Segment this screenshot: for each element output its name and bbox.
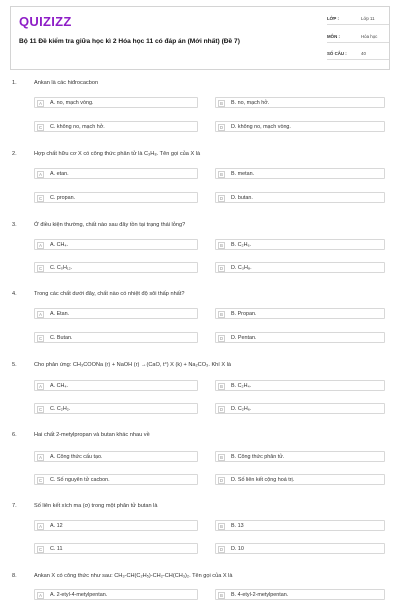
answer-option-d[interactable] xyxy=(215,192,385,203)
option-text: A. CH₄. xyxy=(50,383,69,390)
option-text: C. Butan. xyxy=(50,335,73,342)
meta-class-label: LỚP : xyxy=(327,16,339,21)
answer-option-c[interactable] xyxy=(34,474,198,485)
answer-option-a[interactable] xyxy=(34,308,198,319)
option-letter: B xyxy=(218,100,225,107)
option-letter: D xyxy=(219,407,224,412)
answer-option-a[interactable] xyxy=(34,451,198,462)
answer-option-b[interactable] xyxy=(215,97,385,108)
option-text: D. C₃H₈. xyxy=(231,265,252,272)
option-text: B. C₂H₆. xyxy=(231,242,252,249)
quizizz-logo: QUIZIZZ xyxy=(19,14,72,29)
option-letter: C xyxy=(38,336,43,341)
option-text: A. no, mạch vòng. xyxy=(50,100,94,107)
option-text: D. C₂H₆. xyxy=(231,406,252,413)
question-number: 6. xyxy=(12,432,17,438)
answer-option-c[interactable] xyxy=(34,332,198,343)
answer-option-c[interactable] xyxy=(34,192,198,203)
meta-count-value: 40 xyxy=(361,51,366,56)
meta-divider xyxy=(327,24,389,25)
option-letter: C xyxy=(38,266,43,271)
option-text: B. no, mạch hở. xyxy=(231,100,270,107)
answer-option-a[interactable] xyxy=(34,380,198,391)
meta-subject-value: Hóa học xyxy=(361,34,378,39)
answer-option-d[interactable] xyxy=(215,262,385,273)
option-letter: A xyxy=(37,311,44,318)
answer-option-b[interactable] xyxy=(215,168,385,179)
answer-option-b[interactable] xyxy=(215,308,385,319)
option-letter: C xyxy=(38,547,43,552)
answer-option-b[interactable] xyxy=(215,589,385,600)
meta-class-value: Lớp 11 xyxy=(361,16,375,21)
option-letter: A xyxy=(37,454,44,461)
question-number: 2. xyxy=(12,151,17,157)
question-text: Cho phản ứng: CH₃COONa (r) + NaOH (r) →(CaO, t°) X (k) + Na₂CO₃. Khí X là xyxy=(34,362,232,368)
option-letter: B xyxy=(218,592,225,599)
meta-count-label: SỐ CÂU : xyxy=(327,51,347,56)
question-number: 5. xyxy=(12,362,17,368)
option-letter: A xyxy=(37,592,44,599)
option-letter: A xyxy=(37,523,44,530)
option-text: C. C₅H₁₂. xyxy=(50,265,73,272)
question-text: Trong các chất dưới đây, chất nào có nhiệt độ sôi thấp nhất? xyxy=(34,291,185,297)
option-text: A. etan. xyxy=(50,171,69,178)
meta-divider xyxy=(327,59,389,60)
answer-option-c[interactable] xyxy=(34,543,198,554)
answer-option-b[interactable] xyxy=(215,380,385,391)
question-text: Hợp chất hữu cơ X có công thức phân tử là C₃H₈. Tên gọi của X là xyxy=(34,151,201,157)
answer-option-d[interactable] xyxy=(215,403,385,414)
option-letter: B xyxy=(218,523,225,530)
option-text: D. Số liên kết cộng hoá trị. xyxy=(231,477,295,484)
question-number: 3. xyxy=(12,222,17,228)
question-text: Hai chất 2-metylpropan và butan khác nhau về xyxy=(34,432,150,438)
option-letter: B xyxy=(218,311,225,318)
option-letter: B xyxy=(218,383,225,390)
answer-option-a[interactable] xyxy=(34,168,198,179)
option-text: D. Pentan. xyxy=(231,335,257,342)
option-letter: B xyxy=(218,171,225,178)
option-letter: A xyxy=(37,171,44,178)
question-text: Ở điều kiện thường, chất nào sau đây tồn tại trạng thái lỏng? xyxy=(34,222,186,228)
option-letter: D xyxy=(219,266,224,271)
option-text: A. Etan. xyxy=(50,311,70,318)
answer-option-a[interactable] xyxy=(34,520,198,531)
answer-option-b[interactable] xyxy=(215,451,385,462)
answer-option-c[interactable] xyxy=(34,262,198,273)
option-letter: C xyxy=(38,407,43,412)
answer-option-a[interactable] xyxy=(34,239,198,250)
option-text: D. butan. xyxy=(231,195,253,202)
option-text: A. CH₄. xyxy=(50,242,69,249)
option-text: C. không no, mạch hở. xyxy=(50,124,105,131)
answer-option-c[interactable] xyxy=(34,403,198,414)
option-letter: C xyxy=(38,478,43,483)
answer-option-a[interactable] xyxy=(34,589,198,600)
option-text: C. propan. xyxy=(50,195,76,202)
option-text: A. Công thức cấu tạo. xyxy=(50,454,103,461)
option-letter: D xyxy=(219,196,224,201)
answer-option-d[interactable] xyxy=(215,543,385,554)
answer-option-a[interactable] xyxy=(34,97,198,108)
option-text: B. metan. xyxy=(231,171,255,178)
option-letter: A xyxy=(37,383,44,390)
question-number: 7. xyxy=(12,503,17,509)
option-text: B. 4-etyl-2-metylpentan. xyxy=(231,592,289,599)
option-text: D. 10 xyxy=(231,546,244,553)
answer-option-d[interactable] xyxy=(215,474,385,485)
answer-option-c[interactable] xyxy=(34,121,198,132)
option-text: B. Propan. xyxy=(231,311,257,318)
option-text: A. 12 xyxy=(50,523,63,530)
option-text: B. 13 xyxy=(231,523,244,530)
meta-subject-label: MÔN : xyxy=(327,34,340,39)
option-text: B. C₂H₄. xyxy=(231,383,252,390)
option-letter: B xyxy=(218,242,225,249)
question-text: Ankan X có công thức như sau: CH₃-CH(C₂H₅)-CH₂-CH(CH₃)₂. Tên gọi của X là xyxy=(34,573,233,579)
question-number: 1. xyxy=(12,80,17,86)
document-title: Bộ 11 Đề kiểm tra giữa học kì 2 Hóa học 11 có đáp án (Mới nhất) (Đề 7) xyxy=(19,38,240,45)
meta-divider xyxy=(327,42,389,43)
option-text: B. Công thức phân tử. xyxy=(231,454,285,461)
option-text: A. 2-etyl-4-metylpentan. xyxy=(50,592,108,599)
option-letter: D xyxy=(219,478,224,483)
answer-option-d[interactable] xyxy=(215,332,385,343)
answer-option-d[interactable] xyxy=(215,121,385,132)
answer-option-b[interactable] xyxy=(215,239,385,250)
question-number: 4. xyxy=(12,291,17,297)
option-text: C. 11 xyxy=(50,546,63,553)
option-letter: D xyxy=(219,125,224,130)
worksheet-header xyxy=(10,6,390,70)
option-letter: A xyxy=(37,242,44,249)
option-letter: B xyxy=(218,454,225,461)
option-letter: A xyxy=(37,100,44,107)
option-text: D. không no, mạch vòng. xyxy=(231,124,291,131)
option-letter: D xyxy=(219,547,224,552)
question-text: Ankan là các hiđrocacbon xyxy=(34,80,99,86)
option-text: C. C₂H₂. xyxy=(50,406,71,413)
question-number: 8. xyxy=(12,573,17,579)
option-text: C. Số nguyên tử cacbon. xyxy=(50,477,110,484)
option-letter: D xyxy=(219,336,224,341)
answer-option-b[interactable] xyxy=(215,520,385,531)
question-text: Số liên kết xích ma (σ) trong một phân tử butan là xyxy=(34,503,158,509)
option-letter: C xyxy=(38,196,43,201)
option-letter: C xyxy=(38,125,43,130)
